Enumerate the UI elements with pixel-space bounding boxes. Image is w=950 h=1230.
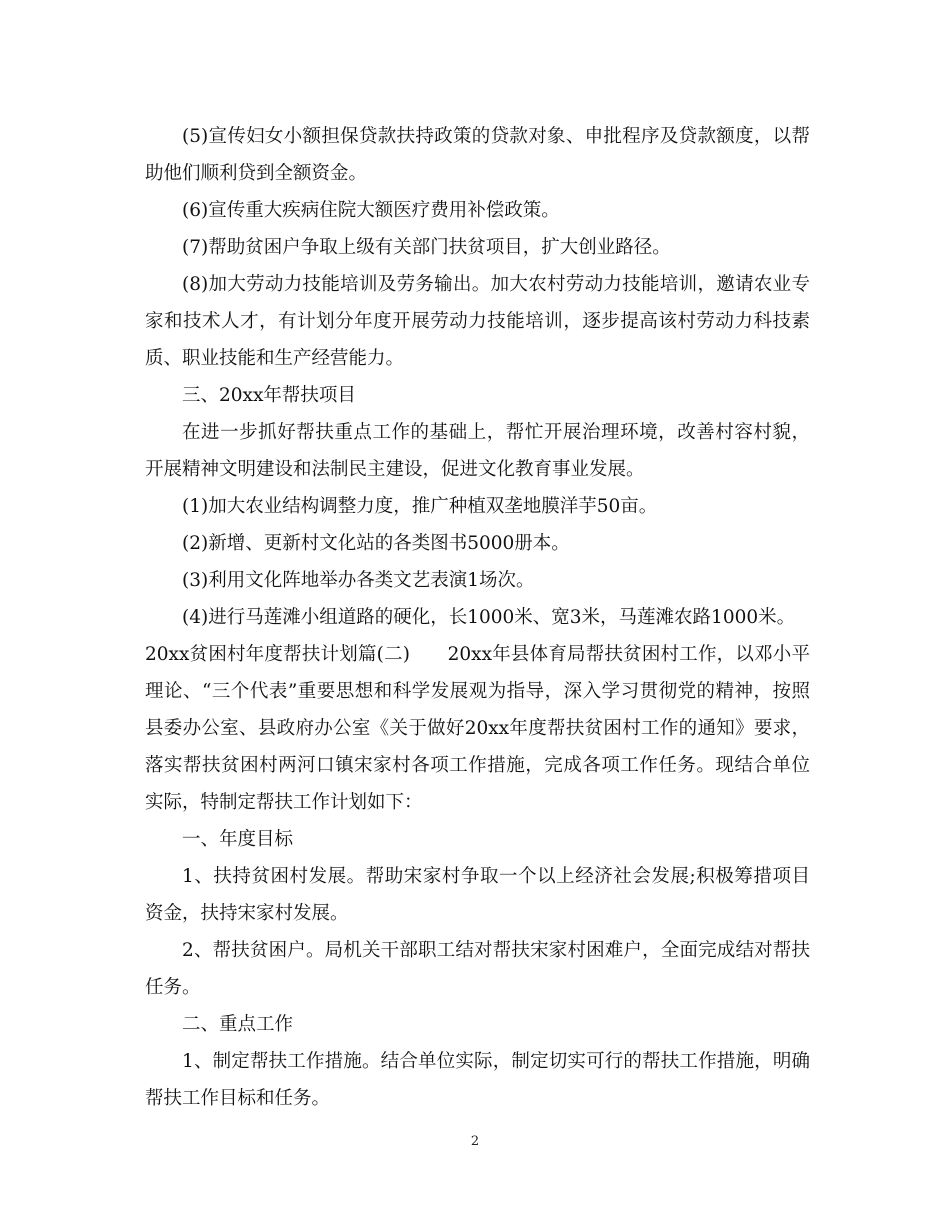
paragraph: 1、扶持贫困村发展。帮助宋家村争取一个以上经济社会发展;积极筹措项目资金，扶持宋家村发展。: [145, 866, 810, 924]
paragraph: (3)利用文化阵地举办各类文艺表演1场次。: [182, 570, 535, 591]
paragraph: (8)加大劳动力技能培训及劳务输出。加大农村劳动力技能培训，邀请农业专家和技术人才，有计划分年度开展劳动力技能培训，逐步提高该村劳动力科技素质、职业技能和生产经营能力。: [145, 274, 810, 369]
paragraph: 在进一步抓好帮扶重点工作的基础上，帮忙开展治理环境，改善村容村貌，开展精神文明建设和法制民主建设，促进文化教育事业发展。: [145, 422, 810, 480]
paragraph: (1)加大农业结构调整力度，推广种植双垄地膜洋芋50亩。: [182, 496, 658, 517]
paragraph: (6)宣传重大疾病住院大额医疗费用补偿政策。: [182, 200, 560, 221]
paragraph: 20xx贫困村年度帮扶计划篇(二) 20xx年县体育局帮扶贫困村工作，以邓小平理论、“三个代表”重要思想和科学发展观为指导，深入学习贯彻党的精神，按照县委办公室、县政府办公室《关于做好20xx年度帮扶贫困村工作的通知》要求，落实帮扶贫困村两河口镇宋家村各项工作措施，完成各项工作任务。现结合单位实际，特制定帮扶工作计划如下：: [145, 644, 810, 813]
paragraph: 1、制定帮扶工作措施。结合单位实际，制定切实可行的帮扶工作措施，明确帮扶工作目标和任务。: [145, 1051, 810, 1109]
section-heading: 三、20xx年帮扶项目: [182, 385, 356, 406]
paragraph: (4)进行马莲滩小组道路的硬化，长1000米、宽3米，马莲滩农路1000米。: [182, 607, 796, 628]
section-heading: 一、年度目标: [182, 829, 294, 850]
paragraph: (5)宣传妇女小额担保贷款扶持政策的贷款对象、申批程序及贷款额度，以帮助他们顺利贷到全额资金。: [145, 126, 810, 184]
document-body: [145, 118, 810, 1117]
page-number: 2: [470, 1134, 480, 1149]
paragraph: (7)帮助贫困户争取上级有关部门扶贫项目，扩大创业路径。: [182, 237, 671, 258]
paragraph: (2)新增、更新村文化站的各类图书5000册本。: [182, 533, 570, 554]
paragraph: 2、帮扶贫困户。局机关干部职工结对帮扶宋家村困难户，全面完成结对帮扶任务。: [145, 940, 810, 998]
section-heading: 二、重点工作: [182, 1014, 294, 1035]
